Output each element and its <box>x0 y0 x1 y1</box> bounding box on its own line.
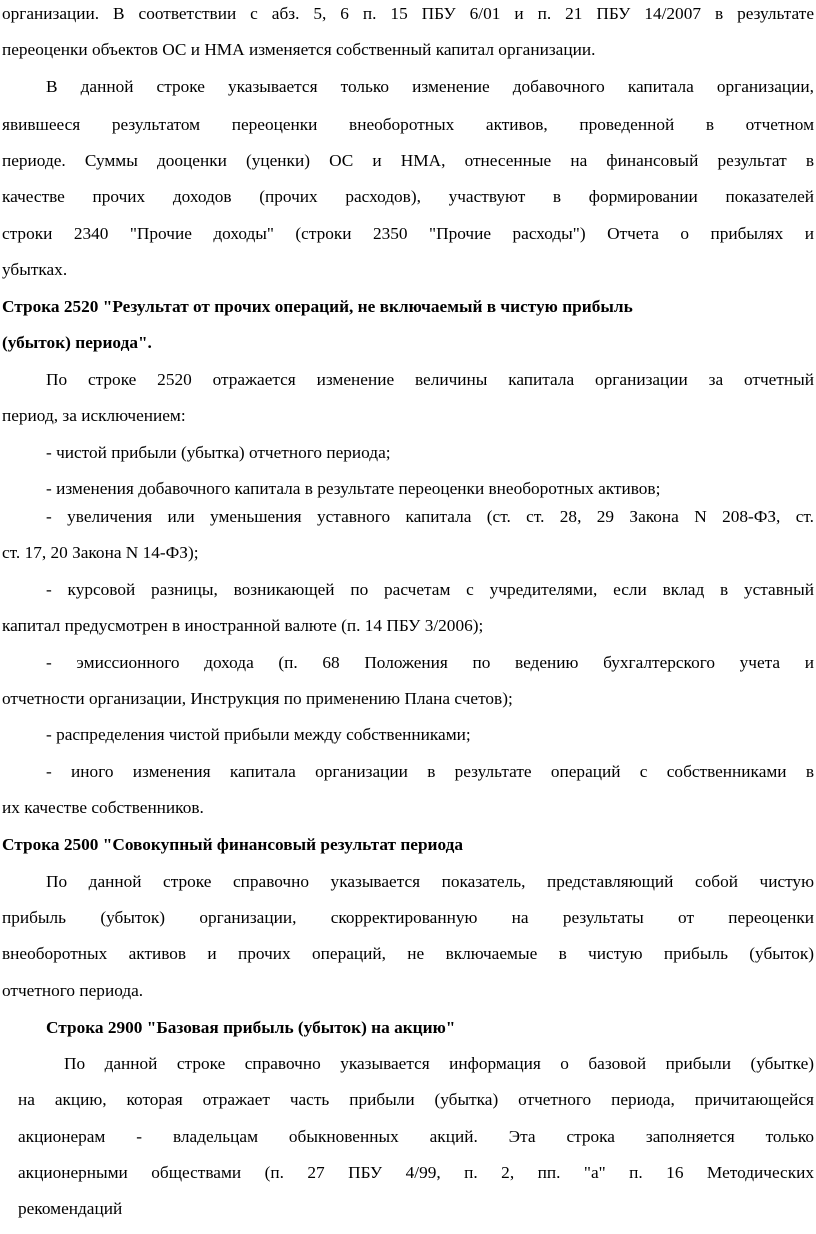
list-item: - изменения добавочного капитала в результате переоценки внеоборотных активов; <box>46 479 661 498</box>
paragraph-line: периоде. Суммы дооценки (уценки) ОС и НМА, отнесенные на финансовый результат в <box>2 151 814 170</box>
section-heading-2520: Строка 2520 "Результат от прочих операций, не включаемый в чистую прибыль <box>2 297 633 316</box>
paragraph-line: внеоборотных активов и прочих операций, не включаемые в чистую прибыль (убыток) <box>2 944 814 963</box>
list-item: - распределения чистой прибыли между собственниками; <box>46 725 471 744</box>
section-heading-2520: (убыток) периода". <box>2 333 152 352</box>
paragraph-line: рекомендаций <box>18 1199 123 1218</box>
paragraph-line: По строке 2520 отражается изменение величины капитала организации за отчетный <box>46 370 814 389</box>
paragraph-line: строки 2340 "Прочие доходы" (строки 2350 "Прочие расходы") Отчета о прибылях и <box>2 224 814 243</box>
paragraph-line: период, за исключением: <box>2 406 186 425</box>
paragraph-line: прибыль (убыток) организации, скорректированную на результаты от переоценки <box>2 908 814 927</box>
paragraph-line: В данной строке указывается только изменение добавочного капитала организации, <box>46 77 814 96</box>
paragraph-line: на акцию, которая отражает часть прибыли (убытка) отчетного периода, причитающейся <box>18 1090 814 1109</box>
paragraph-line: акционерными обществами (п. 27 ПБУ 4/99, п. 2, пп. "а" п. 16 Методических <box>18 1163 814 1182</box>
list-item: капитал предусмотрен в иностранной валюте (п. 14 ПБУ 3/2006); <box>2 616 484 635</box>
paragraph-line: переоценки объектов ОС и НМА изменяется собственный капитал организации. <box>2 40 596 59</box>
paragraph-line: акционерам - владельцам обыкновенных акций. Эта строка заполняется только <box>18 1127 814 1146</box>
paragraph-line: убытках. <box>2 260 68 279</box>
section-heading-2900: Строка 2900 "Базовая прибыль (убыток) на акцию" <box>46 1018 456 1037</box>
list-item: - увеличения или уменьшения уставного капитала (ст. ст. 28, 29 Закона N 208-ФЗ, ст. <box>46 507 814 526</box>
section-heading-2500: Строка 2500 "Совокупный финансовый результат периода <box>2 835 464 854</box>
list-item: их качестве собственников. <box>2 798 204 817</box>
list-item: отчетности организации, Инструкция по применению Плана счетов); <box>2 689 513 708</box>
list-item: ст. 17, 20 Закона N 14-ФЗ); <box>2 543 199 562</box>
list-item: - иного изменения капитала организации в результате операций с собственниками в <box>46 762 814 781</box>
paragraph-line: организации. В соответствии с абз. 5, 6 п. 15 ПБУ 6/01 и п. 21 ПБУ 14/2007 в результате <box>2 4 814 23</box>
list-item: - эмиссионного дохода (п. 68 Положения по ведению бухгалтерского учета и <box>46 653 814 672</box>
paragraph-line: явившееся результатом переоценки внеоборотных активов, проведенной в отчетном <box>2 115 814 134</box>
paragraph-line: По данной строке справочно указывается информация о базовой прибыли (убытке) <box>64 1054 814 1073</box>
list-item: - чистой прибыли (убытка) отчетного периода; <box>46 443 391 462</box>
paragraph-line: По данной строке справочно указывается показатель, представляющий собой чистую <box>46 872 814 891</box>
list-item: - курсовой разницы, возникающей по расчетам с учредителями, если вклад в уставный <box>46 580 814 599</box>
paragraph-line: качестве прочих доходов (прочих расходов), участвуют в формировании показателей <box>2 187 814 206</box>
paragraph-line: отчетного периода. <box>2 981 144 1000</box>
